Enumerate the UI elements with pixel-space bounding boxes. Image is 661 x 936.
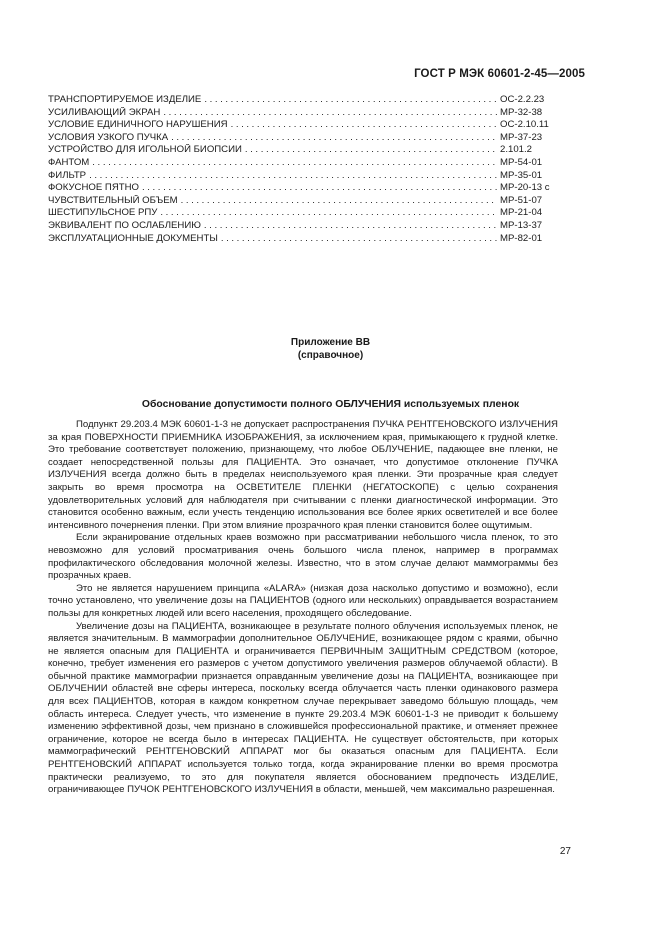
index-term: УСТРОЙСТВО ДЛЯ ИГОЛЬНОЙ БИОПСИИ (48, 144, 242, 156)
index-term: ШЕСТИПУЛЬСНОЕ РПУ (48, 207, 158, 219)
index-reference: ОС-2.2.23 (500, 94, 545, 105)
term-index-list (48, 94, 558, 245)
index-term: ЭКВИВАЛЕНТ ПО ОСЛАБЛЕНИЮ (48, 219, 201, 231)
index-leader-dots (231, 119, 497, 132)
index-term: ФИЛЬТР (48, 169, 87, 181)
index-term: УСЛОВИЯ УЗКОГО ПУЧКА (48, 131, 169, 143)
index-reference: МР-54-01 (500, 156, 543, 168)
page-number: 27 (559, 846, 571, 857)
index-row (48, 132, 558, 145)
section-title: Обоснование допустимости полного ОБЛУЧЕНИЯ используемых пленок (141, 399, 520, 410)
index-leader-dots (171, 132, 497, 145)
index-leader-dots (181, 195, 497, 208)
index-reference: МР-35-01 (500, 169, 543, 181)
paragraph: Подпункт 29.203.4 МЭК 60601-1-3 не допускает распространения ПУЧКА РЕНТГЕНОВСКОГО ИЗЛУЧЕНИЯ за края ПОВЕРХНОСТИ ПРИЕМНИКА ИЗОБРАЖЕНИЯ, за исключением края, примыкающего к грудной клетке. Это требование соответствует положению, признающему, что любое ОБЛУЧЕНИЕ, падающее вне пленки, не создает непосредственной пользы для ПАЦИЕНТА. Это означает, что допустимое отклонение ПУЧКА ИЗЛУЧЕНИЯ всегда должно быть в пределах неиспользуемого края пленки. Эти прозрачные края следует закрыть во время просмотра на ОСВЕТИТЕЛЕ ПЛЕНКИ (НЕГАТОСКОПЕ) с целью сохранения удовлетворительных условий для наблюдателя при считывании с пленки диагностической информации. Это становится особенно важным, если учесть тенденцию использования все более ярких осветителей и все более интенсивного почернения пленки. При этом влияние прозрачного края пленки становится более ощутимым. (48, 419, 558, 531)
index-reference: МР-21-04 (500, 207, 543, 219)
index-term: ФАНТОМ (48, 156, 90, 168)
index-row (48, 119, 558, 132)
index-term: ЧУВСТВИТЕЛЬНЫЙ ОБЪЕМ (48, 194, 178, 206)
paragraph: Если экранирование отдельных краев возможно при рассматривании небольшого числа пленок, то это невозможно для условий просматривания очень большого числа пленок, например в программах профилактического обследования молочной железы. Известно, что в этом случае делают маммограммы без прозрачных краев. (48, 532, 558, 582)
index-row (48, 157, 558, 170)
appendix-subtitle: (справочное) (297, 350, 364, 361)
index-term: ТРАНСПОРТИРУЕМОЕ ИЗДЕЛИЕ (48, 94, 202, 105)
index-reference: ОС-2.10.11 (500, 119, 549, 131)
paragraph: Это не является нарушением принципа «ALARA» (низкая доза насколько допустимо и возможно), если точно установлено, что увеличение дозы на ПАЦИЕНТОВ (одного или нескольких) оправдывается возрастанием пользы для конкретных людей или всего населения, проходящего обследование. (48, 582, 558, 619)
index-leader-dots (92, 157, 497, 170)
index-term: ЭКСПЛУАТАЦИОННЫЕ ДОКУМЕНТЫ (48, 232, 218, 244)
index-leader-dots (142, 182, 497, 195)
index-reference: МР-20-13 с (500, 182, 550, 194)
index-term: УСЛОВИЕ ЕДИНИЧНОГО НАРУШЕНИЯ (48, 119, 228, 131)
index-row (48, 195, 558, 208)
index-reference: МР-13-37 (500, 219, 543, 231)
index-reference: МР-51-07 (500, 194, 543, 206)
index-row (48, 107, 558, 120)
index-row (48, 233, 558, 246)
index-reference: МР-37-23 (500, 131, 543, 143)
standard-header: ГОСТ Р МЭК 60601-2-45—2005 (414, 68, 585, 80)
index-leader-dots (245, 144, 497, 157)
index-row (48, 182, 558, 195)
index-row (48, 220, 558, 233)
index-term: УСИЛИВАЮЩИЙ ЭКРАН (48, 106, 161, 118)
index-row (48, 144, 558, 157)
body-text (48, 419, 558, 797)
index-row (48, 94, 558, 107)
index-row (48, 207, 558, 220)
index-leader-dots (163, 107, 497, 120)
index-leader-dots (221, 233, 497, 246)
index-leader-dots (204, 220, 497, 233)
index-reference: МР-32-38 (500, 106, 543, 118)
index-term: ФОКУСНОЕ ПЯТНО (48, 182, 140, 194)
index-leader-dots (204, 94, 497, 107)
index-reference: МР-82-01 (500, 232, 543, 244)
index-reference: 2.101.2 (500, 144, 533, 156)
index-leader-dots (89, 170, 497, 183)
index-row (48, 170, 558, 183)
paragraph: Увеличение дозы на ПАЦИЕНТА, возникающее в результате полного облучения используемых пленок, не является значительным. В маммографии дополнительное ОБЛУЧЕНИЕ, возникающее рядом с краями, обычно не является опасным для ПАЦИЕНТА и ограничивается ПЕРВИЧНЫМ ЗАЩИТНЫМ СРЕДСТВОМ (которое, конечно, требует изменения его размеров с учетом допустимого увеличения размеров облучаемой области). В обычной практике маммографии признается оправданным увеличение дозы на ПАЦИЕНТА, возникающее при ОБЛУЧЕНИИ областей вне сферы интереса, поскольку всегда облучается часть пленки одинакового размера для всех ПАЦИЕНТОВ, которая в каждом конкретном случае перекрывает заведомо бо́льшую площадь, чем область интереса. Следует учесть, что изменение в пункте 29.203.4 МЭК 60601-1-3 не приводит к большему изменению эффективной дозы, чем признано в сложившейся профессиональной практике, и отменяет прежнее ограничение, которое не всегда было в интересах ПАЦИЕНТА. Не существует обстоятельств, при которых маммографический РЕНТГЕНОВСКИЙ АППАРАТ мог бы оказаться опасным для ПАЦИЕНТА. Если РЕНТГЕНОВСКИЙ АППАРАТ используется только тогда, когда экранирование пленки во время просмотра практически реализуемо, то это для покупателя является обоснованием предпочесть ИЗДЕЛИЕ, ограничивающее ПУЧОК РЕНТГЕНОВСКОГО ИЗЛУЧЕНИЯ в области, меньшей, чем максимально разрешенная. (48, 620, 558, 796)
index-leader-dots (160, 207, 497, 220)
appendix-title: Приложение ВВ (290, 337, 371, 348)
